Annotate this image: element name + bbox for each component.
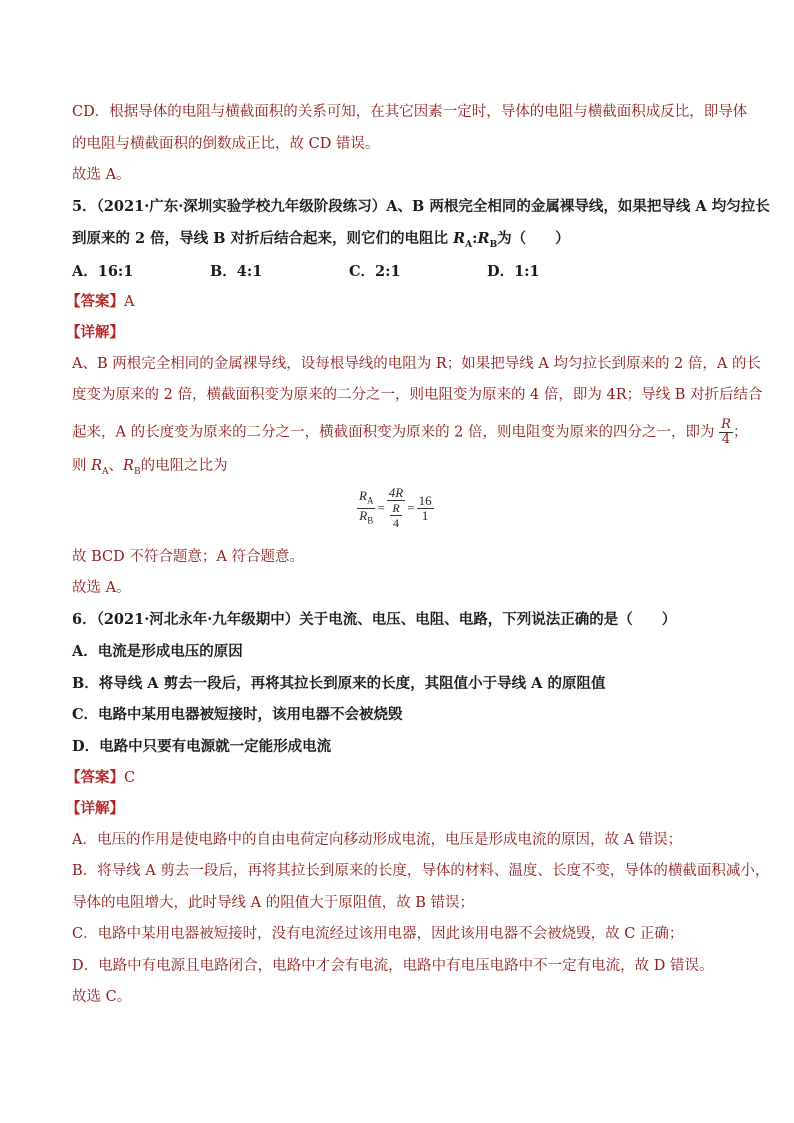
q6-detail-a: A．电压的作用是使电路中的自由电荷定向移动形成电流，电压是形成电流的原因，故 A 错误； bbox=[72, 832, 683, 848]
formula-mid-den-den: 4 bbox=[393, 516, 400, 530]
q5-detail-line-1: A、B 两根完全相同的金属裸导线，设每根导线的电阻为 R；如果把导线 A 均匀拉长到原来的 2 倍，A 的长 bbox=[72, 356, 761, 372]
q5-ratio-a-text-sub: A bbox=[102, 466, 109, 477]
q5-answer bbox=[66, 291, 716, 313]
q5-detail-line-4-post: 的电阻之比为 bbox=[140, 458, 228, 474]
formula-eq-1: = bbox=[377, 500, 385, 515]
q5-option-d: D．1:1 bbox=[487, 263, 540, 280]
prev-cd-line-1: CD．根据导体的电阻与横截面积的关系可知，在其它因素一定时，导体的电阻与横截面积成反比，即导体 bbox=[72, 104, 748, 120]
formula-eq-2: = bbox=[407, 500, 415, 515]
q6-choose: 故选 C。 bbox=[72, 989, 132, 1005]
formula-mid-den bbox=[390, 501, 401, 530]
q5-ratio-a-sub: A bbox=[465, 239, 473, 250]
q5-detail-line-4-pre: 则 bbox=[72, 458, 92, 474]
q5-stem-line-1: 5．（2021·广东·深圳实验学校九年级阶段练习）A、B 两根完全相同的金属裸导线，如果把导线 A 均匀拉长 bbox=[72, 198, 770, 215]
q5-ratio-b: R bbox=[477, 230, 490, 247]
q6-detail-b-line-1: B．将导线 A 剪去一段后，再将其拉长到原来的长度，导体的材料、温度、长度不变，导体的横截面积减小， bbox=[72, 863, 770, 879]
q5-frac-num: R bbox=[721, 417, 731, 432]
q6-option-b: B．将导线 A 剪去一段后，再将其拉长到原来的长度，其阻值小于导线 A 的原阻值 bbox=[72, 675, 606, 692]
q5-stem-line-2-pre: 到原来的 2 倍，导线 B 对折后结合起来，则它们的电阻比 bbox=[72, 230, 454, 247]
q6-answer-tag: 【答案】 bbox=[66, 769, 124, 786]
q5-option-b: B．4:1 bbox=[210, 263, 263, 280]
q6-detail-d: D．电路中有电源且电路闭合，电路中才会有电流，电路中有电压电路中不一定有电流，故 D 错误。 bbox=[72, 958, 714, 974]
q5-choose: 故选 A。 bbox=[72, 580, 131, 596]
q5-detail-line-4: 则 $R_A$、$R_B$的电阻之比为 bbox=[72, 458, 228, 477]
prev-cd-line-2: 的电阻与横截面积的倒数成正比，故 CD 错误。 bbox=[72, 136, 380, 152]
q6-detail-c: C．电路中某用电器被短接时，没有电流经过该用电器，因此该用电器不会被烧毁，故 C 正确； bbox=[72, 926, 684, 942]
q5-ratio-b-text: R bbox=[123, 458, 134, 474]
q6-option-a: A．电流是形成电压的原因 bbox=[72, 643, 243, 660]
q6-option-c: C．电路中某用电器被短接时，该用电器不会被烧毁 bbox=[72, 706, 403, 723]
q5-detail-line-3-post: ； bbox=[732, 424, 748, 441]
q6-option-d: D．电路中只要有电源就一定能形成电流 bbox=[72, 738, 332, 755]
q5-detail-header bbox=[66, 322, 716, 344]
q5-detail-line-2: 度变为原来的 2 倍，横截面积变为原来的二分之一，则电阻变为原来的 4 倍，即为 4R；导线 B 对折后结合 bbox=[72, 387, 763, 403]
q5-ratio-b-text-sub: B bbox=[133, 466, 141, 477]
q6-stem: 6．（2021·河北永年·九年级期中）关于电流、电压、电阻、电路，下列说法正确的是（ ） bbox=[72, 611, 677, 628]
prev-choose: 故选 A。 bbox=[72, 167, 131, 183]
formula-lhs-num-sub: A bbox=[366, 495, 374, 506]
q5-option-c: C．2:1 bbox=[349, 263, 401, 280]
q5-stem-line-2 bbox=[72, 228, 722, 256]
q5-frac-den: 4 bbox=[721, 432, 731, 447]
q6-answer-value: C bbox=[124, 770, 136, 786]
q5-answer-value: A bbox=[124, 294, 135, 310]
q5-detail-tag: 【详解】 bbox=[66, 324, 124, 341]
formula-lhs-den: R bbox=[359, 507, 368, 523]
q5-answer-tag: 【答案】 bbox=[66, 293, 124, 310]
q5-ratio-a-text: R bbox=[91, 458, 103, 474]
q5-detail-line-3-pre: 起来，A 的长度变为原来的二分之一，横截面积变为原来的 2 倍，则电阻变为原来的四分之一，即为 bbox=[72, 424, 715, 441]
formula-rhs-num: 16 bbox=[418, 492, 432, 508]
formula-lhs bbox=[357, 489, 375, 527]
q5-ratio-colon: : bbox=[472, 230, 478, 247]
q5-conclusion: 故 BCD 不符合题意；A 符合题意。 bbox=[72, 549, 304, 565]
q5-option-a: A．16:1 bbox=[72, 263, 134, 280]
q5-formula bbox=[357, 486, 434, 530]
formula-lhs-den-sub: B bbox=[367, 515, 374, 526]
q6-detail-header bbox=[66, 798, 716, 820]
q5-ratio-b-sub: B bbox=[489, 239, 498, 250]
formula-mid bbox=[387, 486, 405, 530]
q5-detail-line-3 bbox=[72, 417, 748, 447]
q5-ratio-a: R bbox=[453, 230, 466, 247]
q6-detail-tag: 【详解】 bbox=[66, 800, 124, 817]
formula-mid-den-num: R bbox=[392, 501, 400, 515]
q6-detail-b-line-2: 导体的电阻增大，此时导线 A 的阻值大于原阻值，故 B 错误； bbox=[72, 895, 475, 911]
formula-lhs-num: R bbox=[359, 487, 367, 503]
formula-rhs-den: 1 bbox=[421, 507, 429, 523]
formula-mid-num: 4R bbox=[388, 485, 404, 500]
q6-answer bbox=[66, 767, 716, 789]
formula-rhs bbox=[417, 494, 434, 523]
q5-stem-line-2-post: 为（ ） bbox=[497, 230, 570, 247]
q5-frac-r-over-4 bbox=[719, 418, 733, 447]
